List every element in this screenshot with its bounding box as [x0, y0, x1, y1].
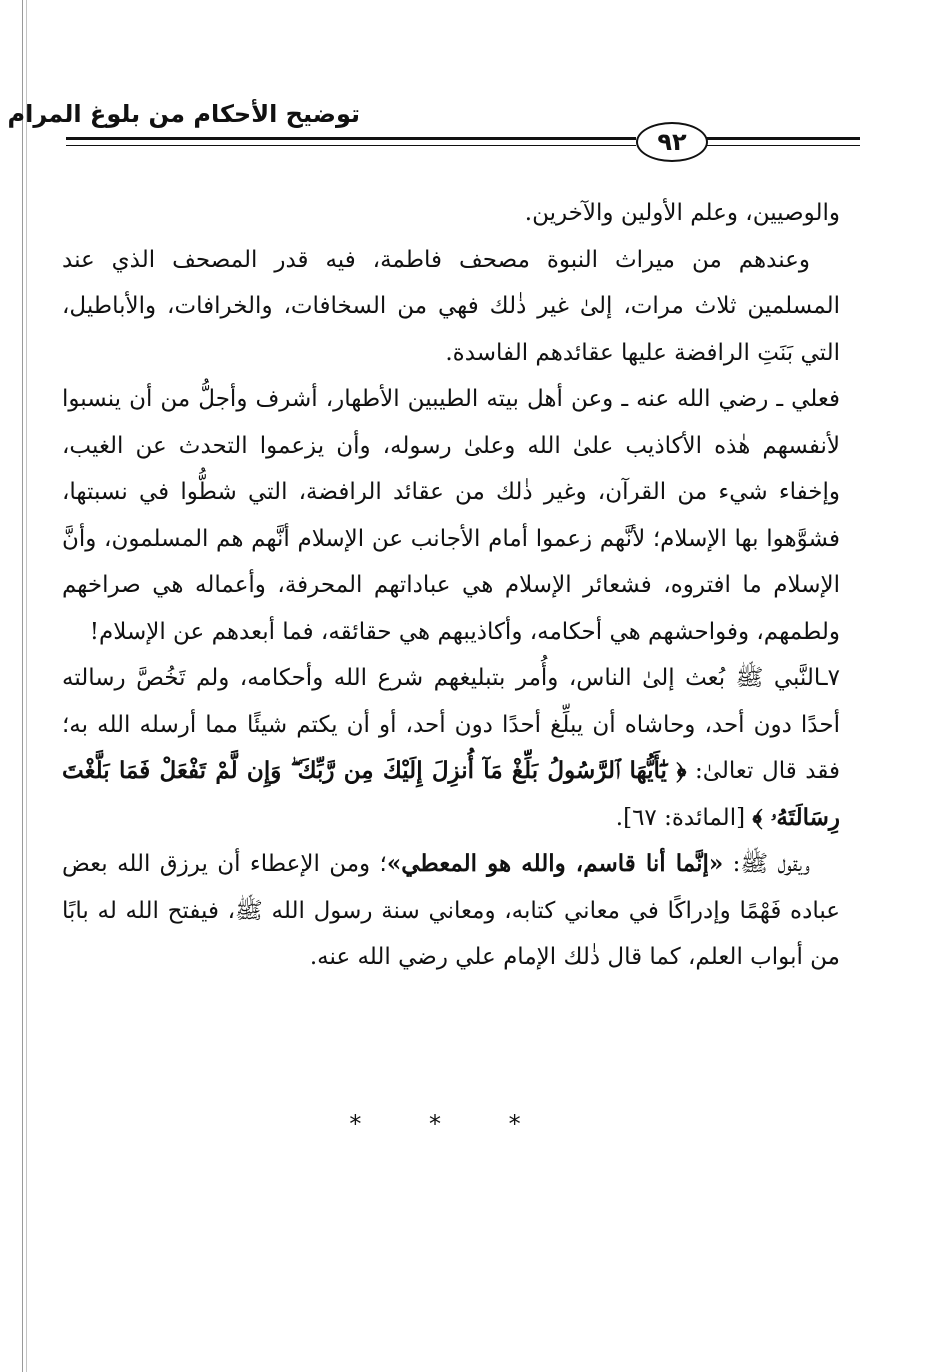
quran-verse: ﴿ يَٰٓأَيُّهَا ٱلرَّسُولُ بَلِّغْ مَآ أُنزِلَ إِلَيْكَ مِن رَّبِّكَ ۖ وَإِن لَّمْ تَفْعَلْ فَمَا بَلَّغْتَ رِسَالَتَهُۥ ﴾ — [62, 757, 840, 831]
item-7-text: النَّبي ﷺ بُعث إلىٰ الناس، وأُمر بتبليغهم شرع الله وأحكامه، ولم تَخُصَّ رسالته أحدًا دون أحد، وحاشاه أن يبلِّغ أحدًا دون أحد، أو أن يكتم شيئًا مما أرسله الله به؛ فقد قال تعالىٰ: — [62, 665, 840, 784]
section-separator: * * * — [349, 1110, 551, 1138]
page-edge-line-inner — [26, 0, 27, 1372]
paragraph-3: فعلي ـ رضي الله عنه ـ وعن أهل بيته الطيبين الأطهار، أشرف وأجلُّ من أن ينسبوا لأنفسهم هٰذه الأكاذيب علىٰ الله وعلىٰ رسوله، وأن يزعموا التحدث عن الغيب، وإخفاء شيء من القرآن، وغير ذٰلك من عقائد الرافضة، التي شطُّوا في نسبتها، فشوَّهوا بها الإسلام؛ لأنَّهم زعموا أمام الأجانب عن الإسلام أنَّهم هم المسلمون، وأنَّ الإسلام ما افتروه، فشعائر الإسلام هي عباداتهم المحرفة، وأعماله هي صراخهم ولطمهم، وفواحشهم هي أحكامه، وأكاذيبهم هي حقائقه، فما أبعدهم عن الإسلام! — [62, 386, 840, 645]
verse-citation: [المائدة: ٦٧]. — [615, 804, 746, 831]
p5-intro: ويقول ﷺ: — [732, 851, 810, 877]
header-rule — [66, 137, 636, 146]
list-item-7 — [62, 655, 840, 841]
paragraph-2: وعندهم من ميراث النبوة مصحف فاطمة، فيه قدر المصحف الذي عند المسلمين ثلاث مرات، إلىٰ غير ذٰلك فهي من السخافات، والخرافات، والأباطيل، التي بَنَتِ الرافضة عليها عقائدهم الفاسدة. — [62, 246, 840, 366]
paragraph-1: والوصيين، وعلم الأولين والآخرين. — [524, 200, 840, 226]
running-title: توضيح الأحكام من بلوغ المرام — [7, 100, 360, 128]
page-edge-line — [22, 0, 23, 1372]
page-body — [62, 190, 840, 981]
header-rule-right — [704, 137, 860, 146]
hadith-quote: «إنَّما أنا قاسم، والله هو المعطي» — [386, 850, 724, 877]
paragraph-5 — [62, 841, 840, 981]
p5-rest: ؛ ومن الإعطاء أن يرزق الله بعض عباده فَهْمًا وإدراكًا في معاني كتابه، ومعاني سنة رسول الله ﷺ، فيفتح الله له بابًا من أبواب العلم، كما قال ذٰلك الإمام علي رضي الله عنه. — [62, 851, 840, 970]
item-number: ٧ـ — [820, 665, 840, 691]
page-number: ٩٢ — [636, 122, 708, 162]
